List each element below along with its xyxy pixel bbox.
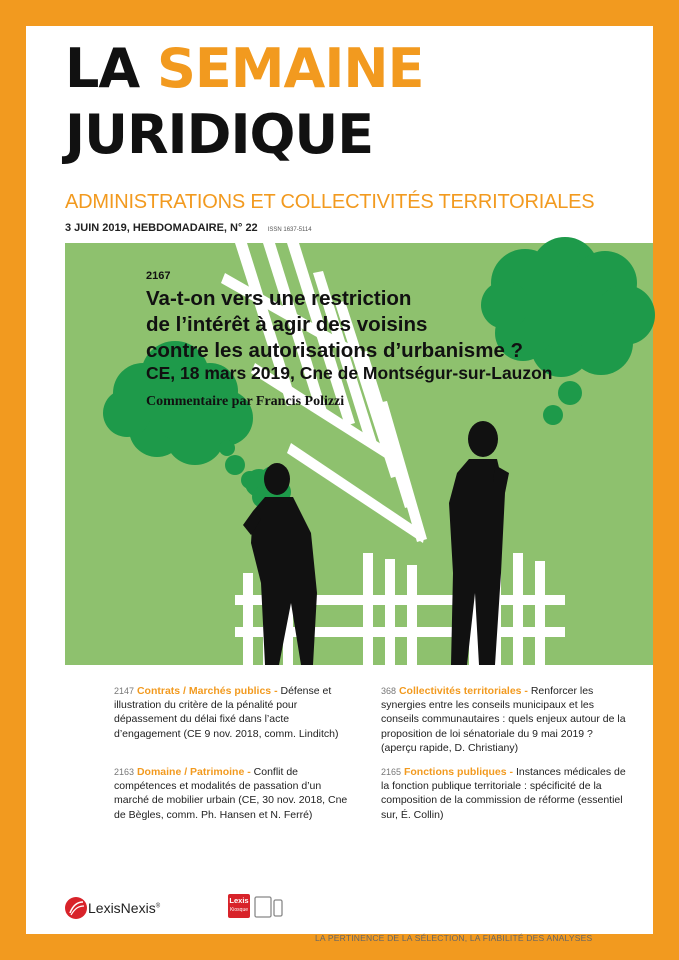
publisher-name: LexisNexis: [88, 900, 156, 916]
summary-number: 2165: [381, 767, 402, 777]
summary-item: [114, 765, 352, 822]
summary-text: Conflit de compétences et modalités de passation d’un marché de mobilier urbain (CE, 30 nov. 2018, Cne de Bègles, comm. Ph. Hansen et N. Ferré): [114, 766, 348, 821]
issue-date: 3 JUIN 2019, HEBDOMADAIRE, N° 22: [65, 222, 258, 234]
summary-category: Domaine / Patrimoine -: [136, 766, 251, 778]
summary-category: Contrats / Marchés publics -: [136, 685, 278, 697]
kiosque-label: Lexis: [229, 896, 249, 905]
masthead-semaine: SEMAINE: [157, 37, 424, 100]
summary-category: Collectivités territoriales -: [398, 685, 528, 697]
article-title-line-2: de l’intérêt à agir des voisins: [146, 313, 428, 336]
journal-cover: [26, 26, 653, 943]
issn: ISSN 1637-5114: [267, 227, 312, 233]
issue-line: [65, 222, 312, 234]
journal-subtitle: ADMINISTRATIONS ET COLLECTIVITÉS TERRITORIALES: [65, 191, 595, 213]
kiosque-badge: [228, 894, 250, 918]
summary-number: 2163: [114, 767, 135, 777]
kiosque-sublabel: Kiosque: [229, 907, 249, 913]
summary-item: [114, 684, 352, 741]
article-title-line-1: Va-t-on vers une restriction: [146, 287, 412, 310]
article-title-line-3: contre les autorisations d’urbanisme ?: [146, 339, 524, 362]
publisher-mark: ®: [155, 903, 161, 910]
article-reference: CE, 18 mars 2019, Cne de Montségur-sur-Lauzon: [146, 363, 553, 383]
article-author: Commentaire par Francis Polizzi: [146, 394, 345, 409]
article-title: [146, 286, 626, 364]
summary-item: [381, 765, 627, 822]
tagline: LA PERTINENCE DE LA SÉLECTION, LA FIABILITÉ DES ANALYSES: [315, 933, 593, 943]
cover-illustration: [65, 243, 653, 665]
summary-item: [381, 684, 627, 755]
devices-icon: [254, 894, 284, 920]
masthead-line-1: [65, 37, 424, 100]
summary-category: Fonctions publiques -: [403, 766, 514, 778]
summary-number: 368: [381, 686, 397, 696]
summary-text: Défense et illustration du critère de la pénalité pour dépassement du délai fixé dans l’acte d’engagement (CE 9 nov. 2018, comm. Linditch): [114, 685, 339, 740]
masthead-juridique: JURIDIQUE: [65, 103, 374, 166]
summary-text: Instances médicales de la fonction publique territoriale : spécificité de la composition de la commission de réforme (essentiel sur, É. Collin): [381, 766, 626, 821]
masthead-la: LA: [65, 37, 140, 100]
lexisnexis-logo: [64, 896, 161, 925]
article-number: 2167: [146, 270, 171, 282]
summary-text: Renforcer les synergies entre les conseils municipaux et les conseils communautaires : quels enjeux autour de la proposition de loi sénatoriale du 9 mai 2019 ? (aperçu rapide, D. Christiany): [381, 685, 626, 754]
lexisnexis-logo-icon: [64, 896, 88, 920]
summary-number: 2147: [114, 686, 135, 696]
